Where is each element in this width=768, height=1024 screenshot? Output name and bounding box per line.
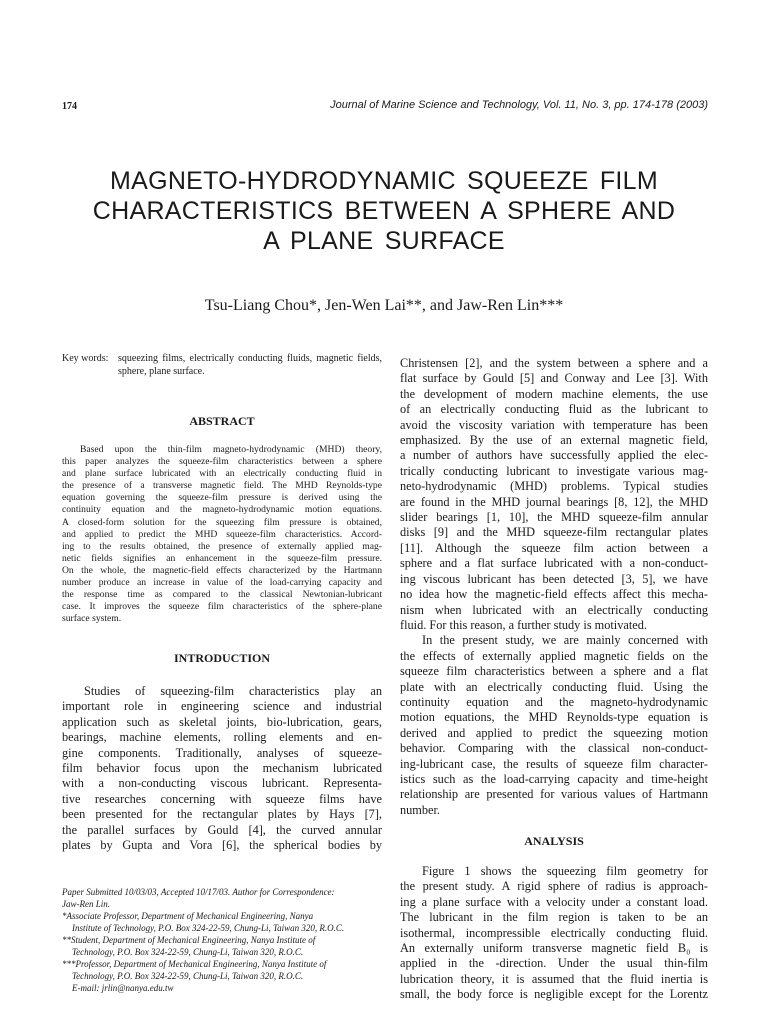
- analysis-line: applied in the -direction. Under the usual thin-film: [400, 956, 708, 971]
- abstract-line: and applied to predict the MHD squeeze-film characteristics. Accord-: [62, 528, 382, 540]
- abstract-line: the response time as compared to the classical Newtonian-lubricant: [62, 589, 382, 601]
- abstract-line: netic fields signifies an enhancement in the squeeze-film pressure.: [62, 552, 382, 564]
- abstract-heading: ABSTRACT: [189, 414, 255, 428]
- abstract-text: [62, 444, 382, 625]
- footnote-line: *Associate Professor, Department of Mechanical Engineering, Nanya: [62, 911, 314, 921]
- abstract-line: continuity equation and the magneto-hydrodynamic motion equations.: [62, 504, 382, 516]
- title-line: CHARACTERISTICS BETWEEN A SPHERE AND: [92, 197, 676, 225]
- body-line: the effects of externally applied magnetic fields on the: [400, 648, 708, 663]
- keywords-label: Key words:: [62, 353, 109, 364]
- body-line: In the present study, we are mainly concerned with: [422, 633, 708, 648]
- body-line: Christensen [2], and the system between a sphere and a: [400, 356, 708, 370]
- body-line: a number of authors have successfully applied the elec-: [400, 448, 708, 463]
- body-line: neto-hydrodynamic (MHD) problems. Typical studies: [400, 479, 708, 494]
- analysis-line: lubrication theory, it is assumed that the fluid inertia is: [400, 971, 708, 986]
- body-line: istics such as the load-carrying capacity and time-height: [400, 771, 708, 786]
- introduction-line: tive researches concerning with squeeze films have: [62, 791, 382, 806]
- analysis-line: Figure 1 shows the squeezing film geometry for: [422, 864, 708, 878]
- introduction-line: important role in engineering science and industrial: [62, 699, 382, 714]
- right-column-text: [400, 356, 708, 818]
- introduction-line: plates by Gupta and Vora [6], the spherical bodies by: [62, 838, 382, 853]
- analysis-line: the present study. A rigid sphere of radius is approach-: [400, 879, 708, 894]
- title-line: MAGNETO-HYDRODYNAMIC SQUEEZE FILM: [109, 167, 659, 195]
- body-line: fluid. For this reason, a further study is motivated.: [400, 617, 647, 632]
- abstract-line: equation governing the squeeze-film pressure is derived using the: [62, 492, 382, 504]
- analysis-text: [400, 864, 708, 1003]
- introduction-line: Studies of squeezing-film characteristics play an: [84, 684, 382, 698]
- analysis-line: ing a plane surface with a velocity under a constant load.: [400, 894, 708, 909]
- body-line: nism when lubricated with an electrically conducting: [400, 602, 708, 617]
- introduction-line: the parallel surfaces by Gould [4], the curved annular: [62, 822, 382, 837]
- introduction-line: gine components. Traditionally, analyses of squeeze-: [62, 745, 382, 760]
- body-line: flat surface by Gould [5] and Conway and Lee [3]. With: [400, 371, 708, 386]
- journal-reference: Journal of Marine Science and Technology, Vol. 11, No. 3, pp. 174-178 (2003): [330, 99, 708, 111]
- analysis-line: The lubricant in the film region is taken to be an: [400, 910, 708, 925]
- body-line: slider bearings [1, 10], the MHD squeeze-film annular: [400, 510, 708, 525]
- abstract-line: A closed-form solution for the squeezing film pressure is obtained,: [62, 516, 382, 528]
- title-line: A PLANE SURFACE: [263, 227, 505, 255]
- introduction-line: been presented for the rectangular plates by Hays [7],: [62, 807, 382, 822]
- body-line: relationship are presented for various values of Hartmann: [400, 787, 708, 802]
- footnotes: [62, 886, 382, 994]
- abstract-line: case. It improves the squeeze film characteristics of the sphere-plane: [62, 601, 382, 613]
- footnote-line: Technology, P.O. Box 324-22-59, Chung-Li, Taiwan 320, R.O.C.: [72, 947, 304, 957]
- body-line: number.: [400, 802, 440, 817]
- introduction-text: [62, 684, 382, 853]
- body-line: behavior. Comparing with the classical non-conduct-: [400, 741, 708, 756]
- body-line: continuity equation and the magneto-hydrodynamic: [400, 694, 708, 709]
- body-line: are found in the MHD journal bearings [8, 12], the MHD: [400, 494, 708, 509]
- analysis-line: small, the body force is negligible except for the Lorentz: [400, 987, 708, 1002]
- analysis-line: An externally uniform transverse magnetic field B₀ is: [400, 941, 708, 956]
- body-line: of an electrically conducting fluid as the lubricant to: [400, 402, 708, 417]
- body-line: disks [9] and the MHD squeeze-film rectangular plates: [400, 525, 708, 540]
- introduction-line: bearings, machine elements, rolling elements and en-: [62, 730, 382, 745]
- body-line: sphere and a flat surface lubricated with a non-conduct-: [400, 556, 708, 571]
- body-line: avoid the viscosity variation with temperature has been: [400, 417, 708, 432]
- analysis-line: isothermal, incompressible electrically conducting fluid.: [400, 925, 708, 940]
- introduction-line: with a non-conducting viscous lubricant. Representa-: [62, 776, 382, 791]
- body-line: motion equations, the MHD Reynolds-type equation is: [400, 710, 708, 725]
- author-list: Tsu-Liang Chou*, Jen-Wen Lai**, and Jaw-Ren Lin***: [204, 297, 564, 314]
- abstract-line: ing to the results obtained, the presence of externally applied mag-: [62, 540, 382, 552]
- abstract-line: surface system.: [62, 613, 122, 625]
- body-line: ing viscous lubricant has been detected [3, 5], we have: [400, 571, 708, 586]
- footnote-line: **Student, Department of Mechanical Engineering, Nanya Institute of: [62, 935, 316, 945]
- abstract-line: On the whole, the magnetic-field effects characterized by the Hartmann: [62, 564, 382, 576]
- body-line: squeeze film characteristics between a sphere and a flat: [400, 664, 708, 679]
- body-line: ing-lubricant case, the results of squeeze film character-: [400, 756, 708, 771]
- footnote-line: Paper Submitted 10/03/03, Accepted 10/17/03. Author for Correspondence:: [62, 887, 335, 897]
- introduction-line: film behavior focus upon the mechanism lubricated: [62, 761, 382, 776]
- body-line: no idea how the magnetic-field effects affect this mecha-: [400, 587, 708, 602]
- paper-title: [40, 166, 728, 256]
- footnote-line: ***Professor, Department of Mechanical Engineering, Nanya Institute of: [62, 959, 327, 969]
- footnote-line: Technology, P.O. Box 324-22-59, Chung-Li, Taiwan 320, R.O.C.: [72, 971, 304, 981]
- introduction-heading: INTRODUCTION: [173, 651, 270, 665]
- body-line: plate with an electrically conducting fluid. Using the: [400, 679, 708, 694]
- introduction-line: application such as skeletal joints, bio-lubrication, gears,: [62, 714, 382, 729]
- abstract-line: this paper analyzes the squeeze-film characteristics between a sphere: [62, 456, 382, 468]
- body-line: emphasized. By the use of an external magnetic field,: [400, 433, 708, 448]
- body-line: the development of modern machine elements, the use: [400, 386, 708, 401]
- keywords-line: sphere, plane surface.: [118, 366, 205, 377]
- footnote-line: E-mail: jrlin@nanya.edu.tw: [72, 983, 174, 993]
- footnote-line: Jaw-Ren Lin.: [62, 899, 110, 909]
- body-line: trically conducting lubricant to investigate various mag-: [400, 463, 708, 478]
- abstract-line: number produce an increase in value of the load-carrying capacity and: [62, 577, 382, 589]
- abstract-line: the presence of a transverse magnetic field. The MHD Reynolds-type: [62, 480, 382, 492]
- abstract-line: and plane surface lubricated with an electrically conducting fluid in: [62, 468, 382, 480]
- keywords-line: squeezing films, electrically conducting fluids, magnetic fields,: [118, 353, 382, 364]
- analysis-heading: ANALYSIS: [524, 834, 584, 848]
- page-number: 174: [62, 101, 77, 112]
- keywords-block: [62, 352, 382, 378]
- abstract-line: Based upon the thin-film magneto-hydrodynamic (MHD) theory,: [80, 444, 382, 455]
- body-line: [11]. Although the squeeze film action between a: [400, 540, 708, 555]
- body-line: derived and applied to predict the squeezing motion: [400, 725, 708, 740]
- footnote-line: Institute of Technology, P.O. Box 324-22-59, Chung-Li, Taiwan 320, R.O.C.: [72, 923, 345, 933]
